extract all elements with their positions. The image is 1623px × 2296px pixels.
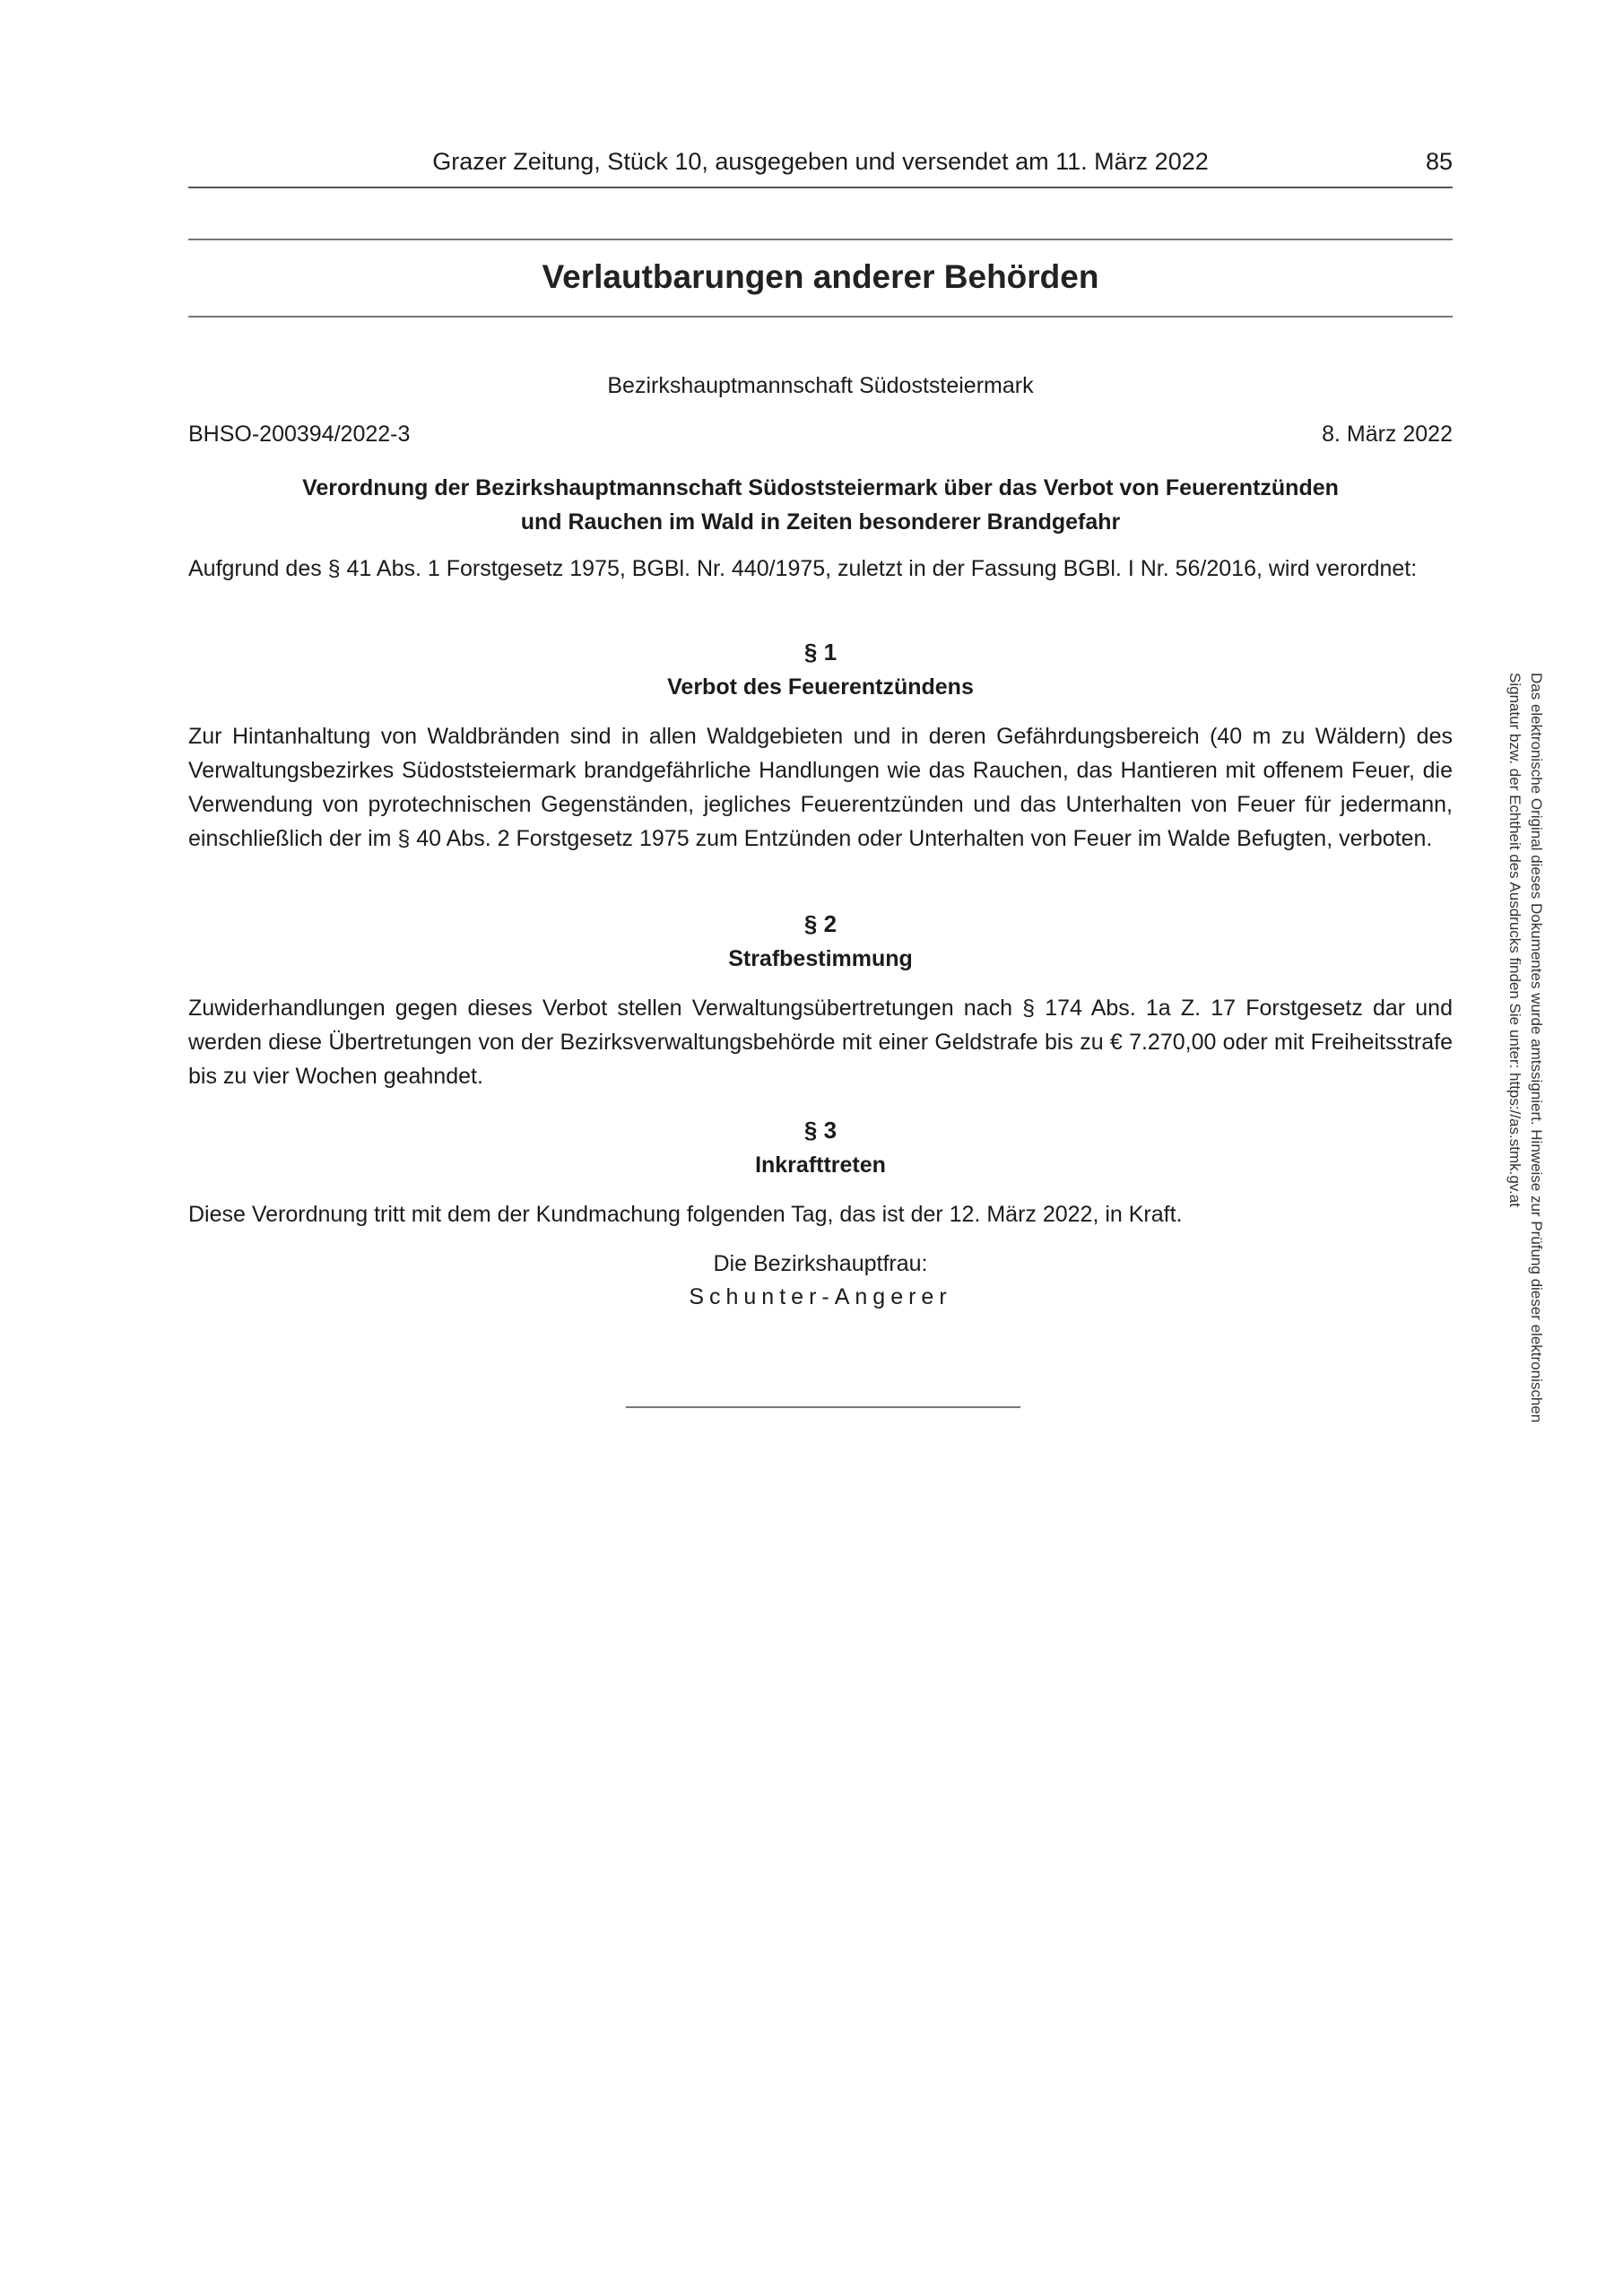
section-heading: Verlautbarungen anderer Behörden xyxy=(542,258,1099,295)
signatory-name: Schunter-Angerer xyxy=(689,1284,952,1309)
section-2-title: Strafbestimmung xyxy=(728,946,913,971)
section-1-title: Verbot des Feuerentzündens xyxy=(667,674,974,700)
signature-side-note-text: Das elektronische Original dieses Dokumentes wurde amtssigniert. Hinweise zur Prüfung dieser elektronischen Signatur bzw. der Echtheit des Ausdrucks finden Sie unter: https://as.stmk.gv.at xyxy=(1506,673,1545,1427)
section-1-text: Zur Hintanhaltung von Waldbränden sind in allen Waldgebieten und in deren Gefährdungsbereich (40 m zu Wäldern) des Verwaltungsbezirkes Südoststeiermark brandgefährliche Handlungen wie das Rauchen, das Hantieren mit offenem Feuer, die Verwendung von pyrotechnischen Gegenständen, jegliches Feuerentzünden und das Unterhalten von Feuer für jedermann, einschließlich der im § 40 Abs. 2 Forstgesetz 1975 zum Entzünden oder Unterhalten von Feuer im Walde Befugten, verboten. xyxy=(188,724,1453,851)
reference-number: BHSO-200394/2022-3 xyxy=(188,422,411,447)
signatory-role: Die Bezirkshauptfrau: xyxy=(713,1251,928,1276)
section-top-divider xyxy=(188,239,1453,240)
section-3-text: Diese Verordnung tritt mit dem der Kundmachung folgenden Tag, das ist der 12. März 2022, in Kraft. xyxy=(188,1202,1183,1227)
ordinance-title xyxy=(233,471,1408,539)
section-bottom-divider xyxy=(188,316,1453,317)
publication-line: Grazer Zeitung, Stück 10, ausgegeben und versendet am 11. März 2022 xyxy=(432,148,1209,175)
page-number: 85 xyxy=(1425,148,1453,175)
closing-divider xyxy=(626,1406,1020,1408)
section-1-label: § 1 xyxy=(803,639,838,665)
ordinance-title-line-1: Verordnung der Bezirkshauptmannschaft Südoststeiermark über das Verbot von Feuerentzünden xyxy=(302,475,1339,500)
section-2-label: § 2 xyxy=(803,910,838,937)
intro-paragraph: Aufgrund des § 41 Abs. 1 Forstgesetz 1975, BGBl. Nr. 440/1975, zuletzt in der Fassung BGBl. I Nr. 56/2016, wird verordnet: xyxy=(188,556,1418,581)
reference-date: 8. März 2022 xyxy=(1322,422,1453,447)
section-2-text: Zuwiderhandlungen gegen dieses Verbot stellen Verwaltungsübertretungen nach § 174 Abs. 1a Z. 17 Forstgesetz dar und werden diese Übertretungen von der Bezirksverwaltungsbehörde mit einer Geldstrafe bis zu € 7.270,00 oder mit Freiheitsstrafe bis zu vier Wochen geahndet. xyxy=(188,996,1453,1089)
header-divider xyxy=(188,187,1453,188)
section-3-label: § 3 xyxy=(803,1117,838,1144)
issuing-authority: Bezirkshauptmannschaft Südoststeiermark xyxy=(607,373,1034,398)
ordinance-title-line-2: und Rauchen im Wald in Zeiten besonderer Brandgefahr xyxy=(520,509,1121,535)
section-3-title: Inkrafttreten xyxy=(755,1152,886,1178)
signature-side-note xyxy=(1493,673,1547,1462)
